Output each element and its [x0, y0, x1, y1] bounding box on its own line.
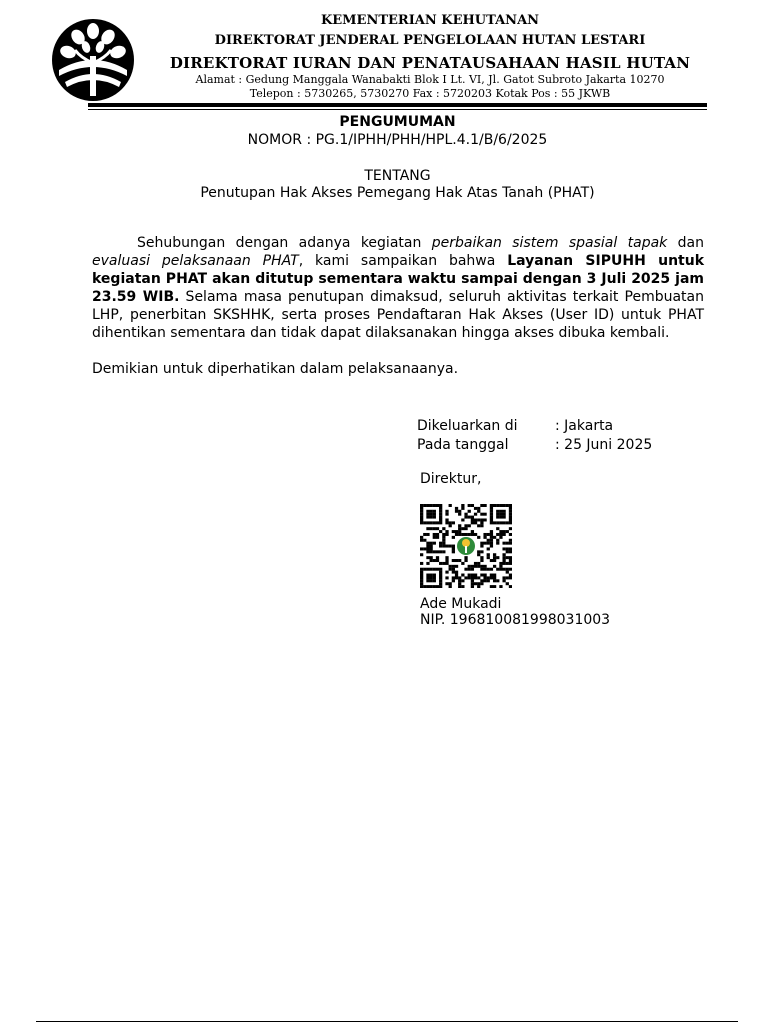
letterhead-divider-thick	[88, 103, 707, 107]
document-heading: PENGUMUMAN	[339, 114, 456, 130]
body-paragraph-1	[92, 234, 704, 342]
p1-text-4: Selama masa penutupan dimaksud, seluruh aktivitas terkait Pembuatan LHP, penerbitan SKSHHK, serta proses Pendaftaran Hak Akses (User ID) untuk PHAT dihentikan sementara dan tidak dapat dilaksanakan hingga akses dibuka kembali.	[92, 289, 704, 341]
document-subject: Penutupan Hak Akses Pemegang Hak Atas Tanah (PHAT)	[200, 185, 595, 201]
letterhead-address: Alamat : Gedung Manggala Wanabakti Blok I Lt. VI, Jl. Gatot Subroto Jakarta 10270	[195, 73, 665, 86]
letterhead-divider-thin	[88, 109, 707, 110]
qr-center-logo-icon	[457, 537, 475, 555]
p1-text-2: dan	[667, 235, 704, 251]
issued-at-label: Dikeluarkan di	[417, 418, 518, 434]
p1-text-3: , kami sampaikan bahwa	[298, 253, 508, 269]
date-value: : 25 Juni 2025	[555, 437, 653, 453]
p1-italic-1: perbaikan sistem spasial tapak	[431, 235, 668, 251]
qr-code-signature-icon	[420, 504, 512, 588]
directorate-general-name: DIREKTORAT JENDERAL PENGELOLAAN HUTAN LESTARI	[214, 33, 646, 48]
footer-divider	[36, 1021, 738, 1022]
signer-nip: NIP. 196810081998031003	[420, 612, 611, 628]
p1-text-1: Sehubungan dengan adanya kegiatan	[137, 235, 432, 251]
issued-at-value: : Jakarta	[555, 418, 614, 434]
p1-bold-notice: Layanan SIPUHH untuk kegiatan PHAT akan ditutup sementara waktu sampai dengan 3 Juli 2025 jam 23.59 WIB.	[92, 253, 704, 305]
directorate-name: DIREKTORAT IURAN DAN PENATAUSAHAAN HASIL HUTAN	[169, 54, 691, 72]
p1-italic-2: evaluasi pelaksanaan PHAT	[92, 253, 299, 269]
letterhead-contact: Telepon : 5730265, 5730270 Fax : 5720203 Kotak Pos : 55 JKWB	[249, 87, 611, 100]
ministry-name: KEMENTERIAN KEHUTANAN	[320, 13, 540, 28]
document-number: NOMOR : PG.1/IPHH/PHH/HPL.4.1/B/6/2025	[247, 132, 548, 148]
about-label: TENTANG	[364, 168, 431, 184]
signer-position: Direktur,	[420, 471, 482, 487]
body-paragraph-2: Demikian untuk diperhatikan dalam pelaksanaanya.	[92, 361, 459, 377]
signer-name: Ade Mukadi	[420, 596, 502, 612]
date-label: Pada tanggal	[417, 437, 509, 453]
